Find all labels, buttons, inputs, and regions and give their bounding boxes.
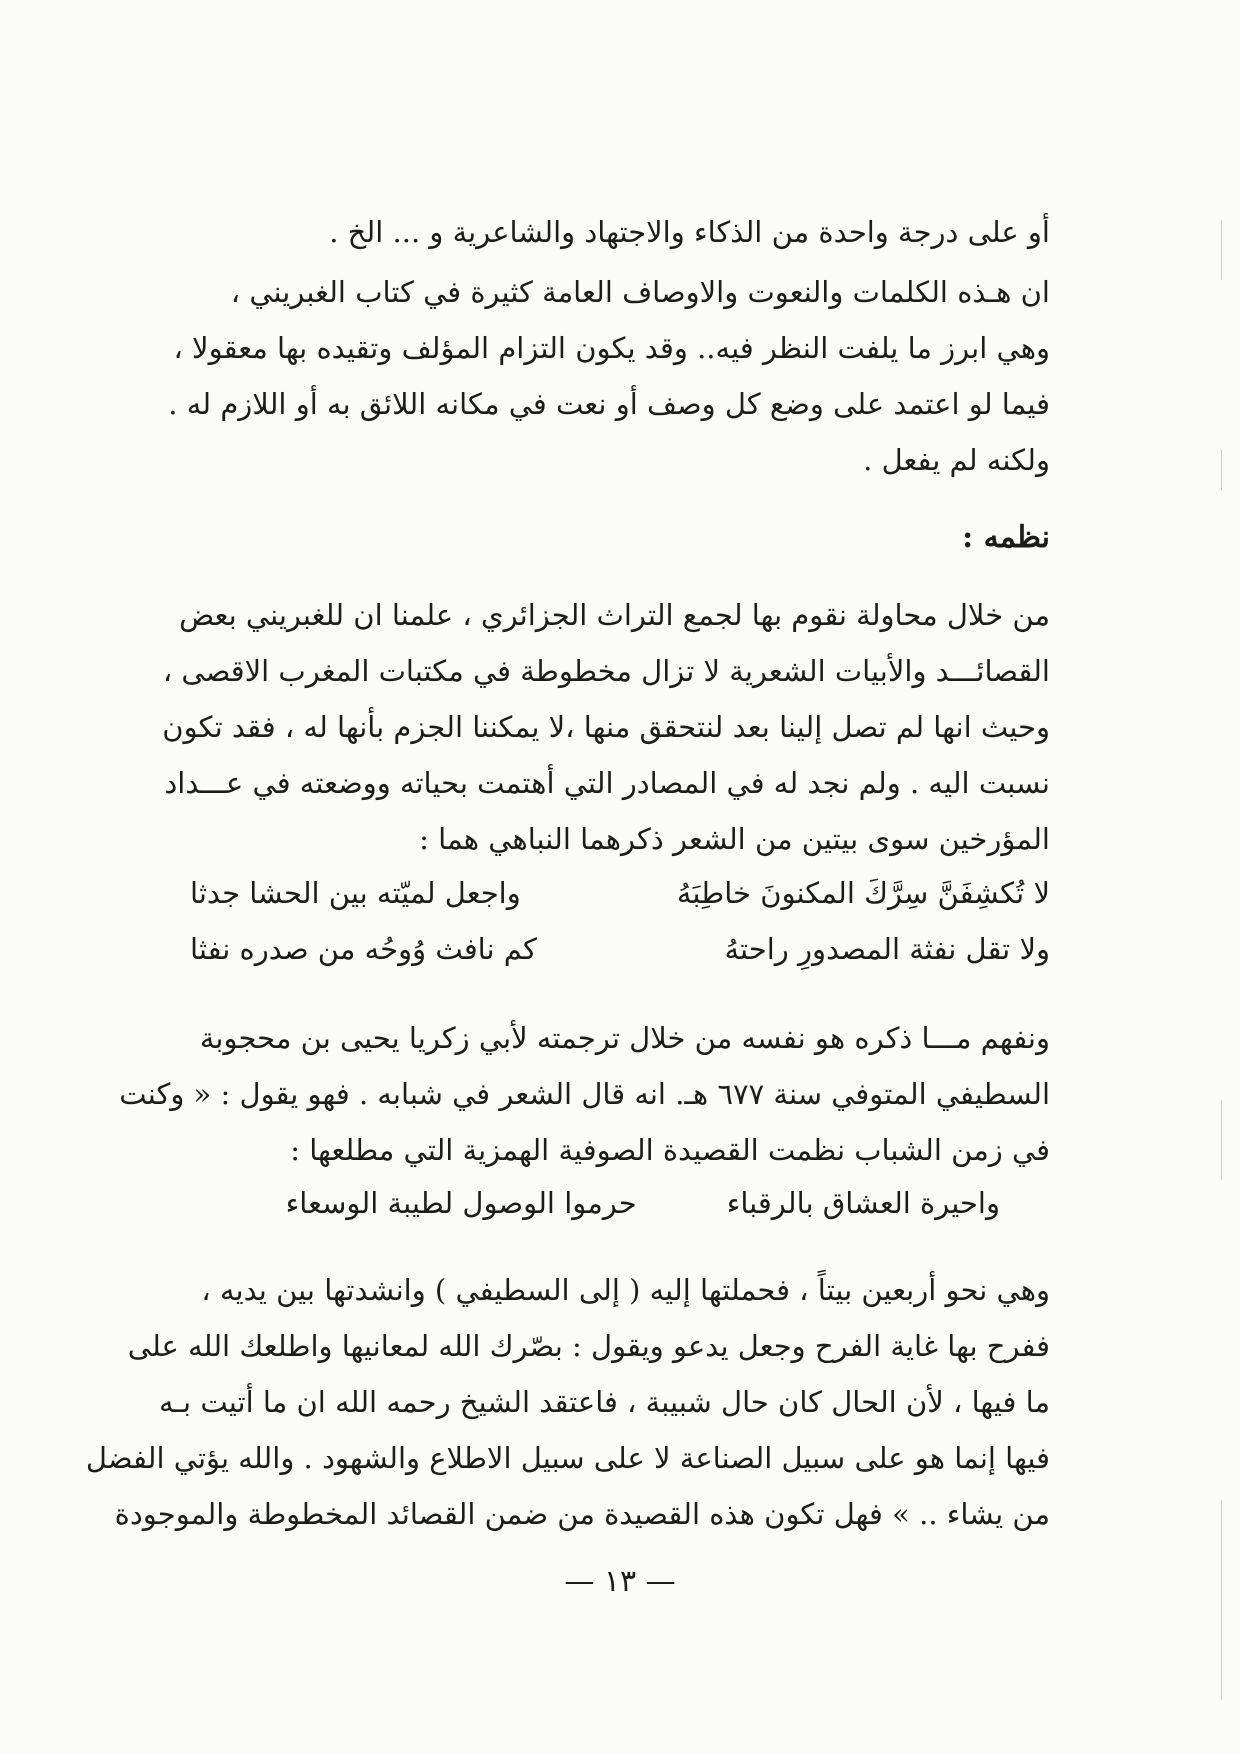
paragraph-line: نسبت اليه . ولم نجد له في المصادر التي أهتمت بحياته ووضعته في عـــداد xyxy=(164,766,1050,800)
paragraph-2 xyxy=(162,587,1050,867)
verse-second-hemistich: حرموا الوصول لطيبة الوسعاء xyxy=(285,1186,637,1220)
paragraph-1 xyxy=(168,264,1050,488)
verse-second-hemistich: واجعل لميّته بين الحشا جدثا xyxy=(190,876,521,910)
paragraph-3 xyxy=(119,1010,1050,1178)
paragraph-line: القصائـــد والأبيات الشعرية لا تزال مخطوطة في مكتبات المغرب الاقصى ، xyxy=(162,654,1050,688)
verse-line xyxy=(190,865,1050,921)
scan-edge-mark xyxy=(1221,220,1222,280)
paragraph-line: ما فيها ، لأن الحال كان حال شبيبة ، فاعتقد الشيخ رحمه الله ان ما أتيت بـه xyxy=(159,1385,1050,1419)
paragraph-line: فيها إنما هو على سبيل الصناعة لا على سبيل الاطلاع والشهود . والله يؤتي الفضل xyxy=(85,1441,1050,1475)
paragraph-line: ان هـذه الكلمات والنعوت والاوصاف العامة كثيرة في كتاب الغبريني ، xyxy=(230,275,1050,309)
paragraph-line: من يشاء .. » فهل تكون هذه القصيدة من ضمن القصائد المخطوطة والموجودة xyxy=(114,1497,1050,1531)
poem-opening-verse xyxy=(200,1175,1000,1231)
scan-edge-mark xyxy=(1221,1500,1222,1700)
scan-edge-mark xyxy=(1221,1100,1222,1180)
paragraph-line: من خلال محاولة نقوم بها لجمع التراث الجزائري ، علمنا ان للغبريني بعض xyxy=(179,598,1050,632)
paragraph-line: ولكنه لم يفعل . xyxy=(863,443,1050,477)
paragraph-line: وحيث انها لم تصل إلينا بعد لنتحقق منها ،لا يمكننا الجزم بأنها له ، فقد تكون xyxy=(162,710,1050,744)
verse-first-hemistich: ولا تقل نفثة المصدورِ راحتهُ xyxy=(724,932,1050,966)
verse-line xyxy=(190,921,1050,977)
scan-edge-mark xyxy=(1221,450,1222,490)
paragraph-line: في زمن الشباب نظمت القصيدة الصوفية الهمزية التي مطلعها : xyxy=(290,1133,1050,1167)
paragraph-line: أو على درجة واحدة من الذكاء والاجتهاد والشاعرية و ... الخ . xyxy=(329,215,1050,249)
verse-first-hemistich: لا تُكشِفَنَّ سِرَّكَ المكنونَ خاطِبَهُ xyxy=(676,876,1050,910)
poem-verses xyxy=(190,865,1050,977)
paragraph-0 xyxy=(190,204,1050,260)
paragraph-line: وهي ابرز ما يلفت النظر فيه.. وقد يكون التزام المؤلف وتقيده بها معقولا ، xyxy=(173,331,1050,365)
verse-first-hemistich: واحيرة العشاق بالرقباء xyxy=(726,1186,1000,1220)
paragraph-line: ونفهم مـــا ذكره هو نفسه من خلال ترجمته لأبي زكريا يحيى بن محجوبة xyxy=(199,1021,1050,1055)
verse-line xyxy=(200,1175,1000,1231)
verse-second-hemistich: كم نافث وُوحُه من صدره نفثا xyxy=(190,932,537,966)
paragraph-line: فيما لو اعتمد على وضع كل وصف أو نعت في مكانه اللائق به أو اللازم له . xyxy=(168,387,1050,421)
paragraph-line: وهي نحو أربعين بيتاً ، فحملتها إليه ( إلى السطيفي ) وانشدتها بين يديه ، xyxy=(201,1273,1050,1307)
page-number: — ١٣ — xyxy=(564,1564,676,1599)
paragraph-line: المؤرخين سوى بيتين من الشعر ذكرهما النباهي هما : xyxy=(419,822,1050,856)
paragraph-4 xyxy=(85,1262,1050,1542)
section-heading: نظمه : xyxy=(962,520,1050,555)
paragraph-line: ففرح بها غاية الفرح وجعل يدعو ويقول : بصّرك الله لمعانيها واطلعك الله على xyxy=(127,1329,1050,1363)
paragraph-line: السطيفي المتوفي سنة ٦٧٧ هـ. انه قال الشعر في شبابه . فهو يقول : « وكنت xyxy=(119,1077,1050,1111)
